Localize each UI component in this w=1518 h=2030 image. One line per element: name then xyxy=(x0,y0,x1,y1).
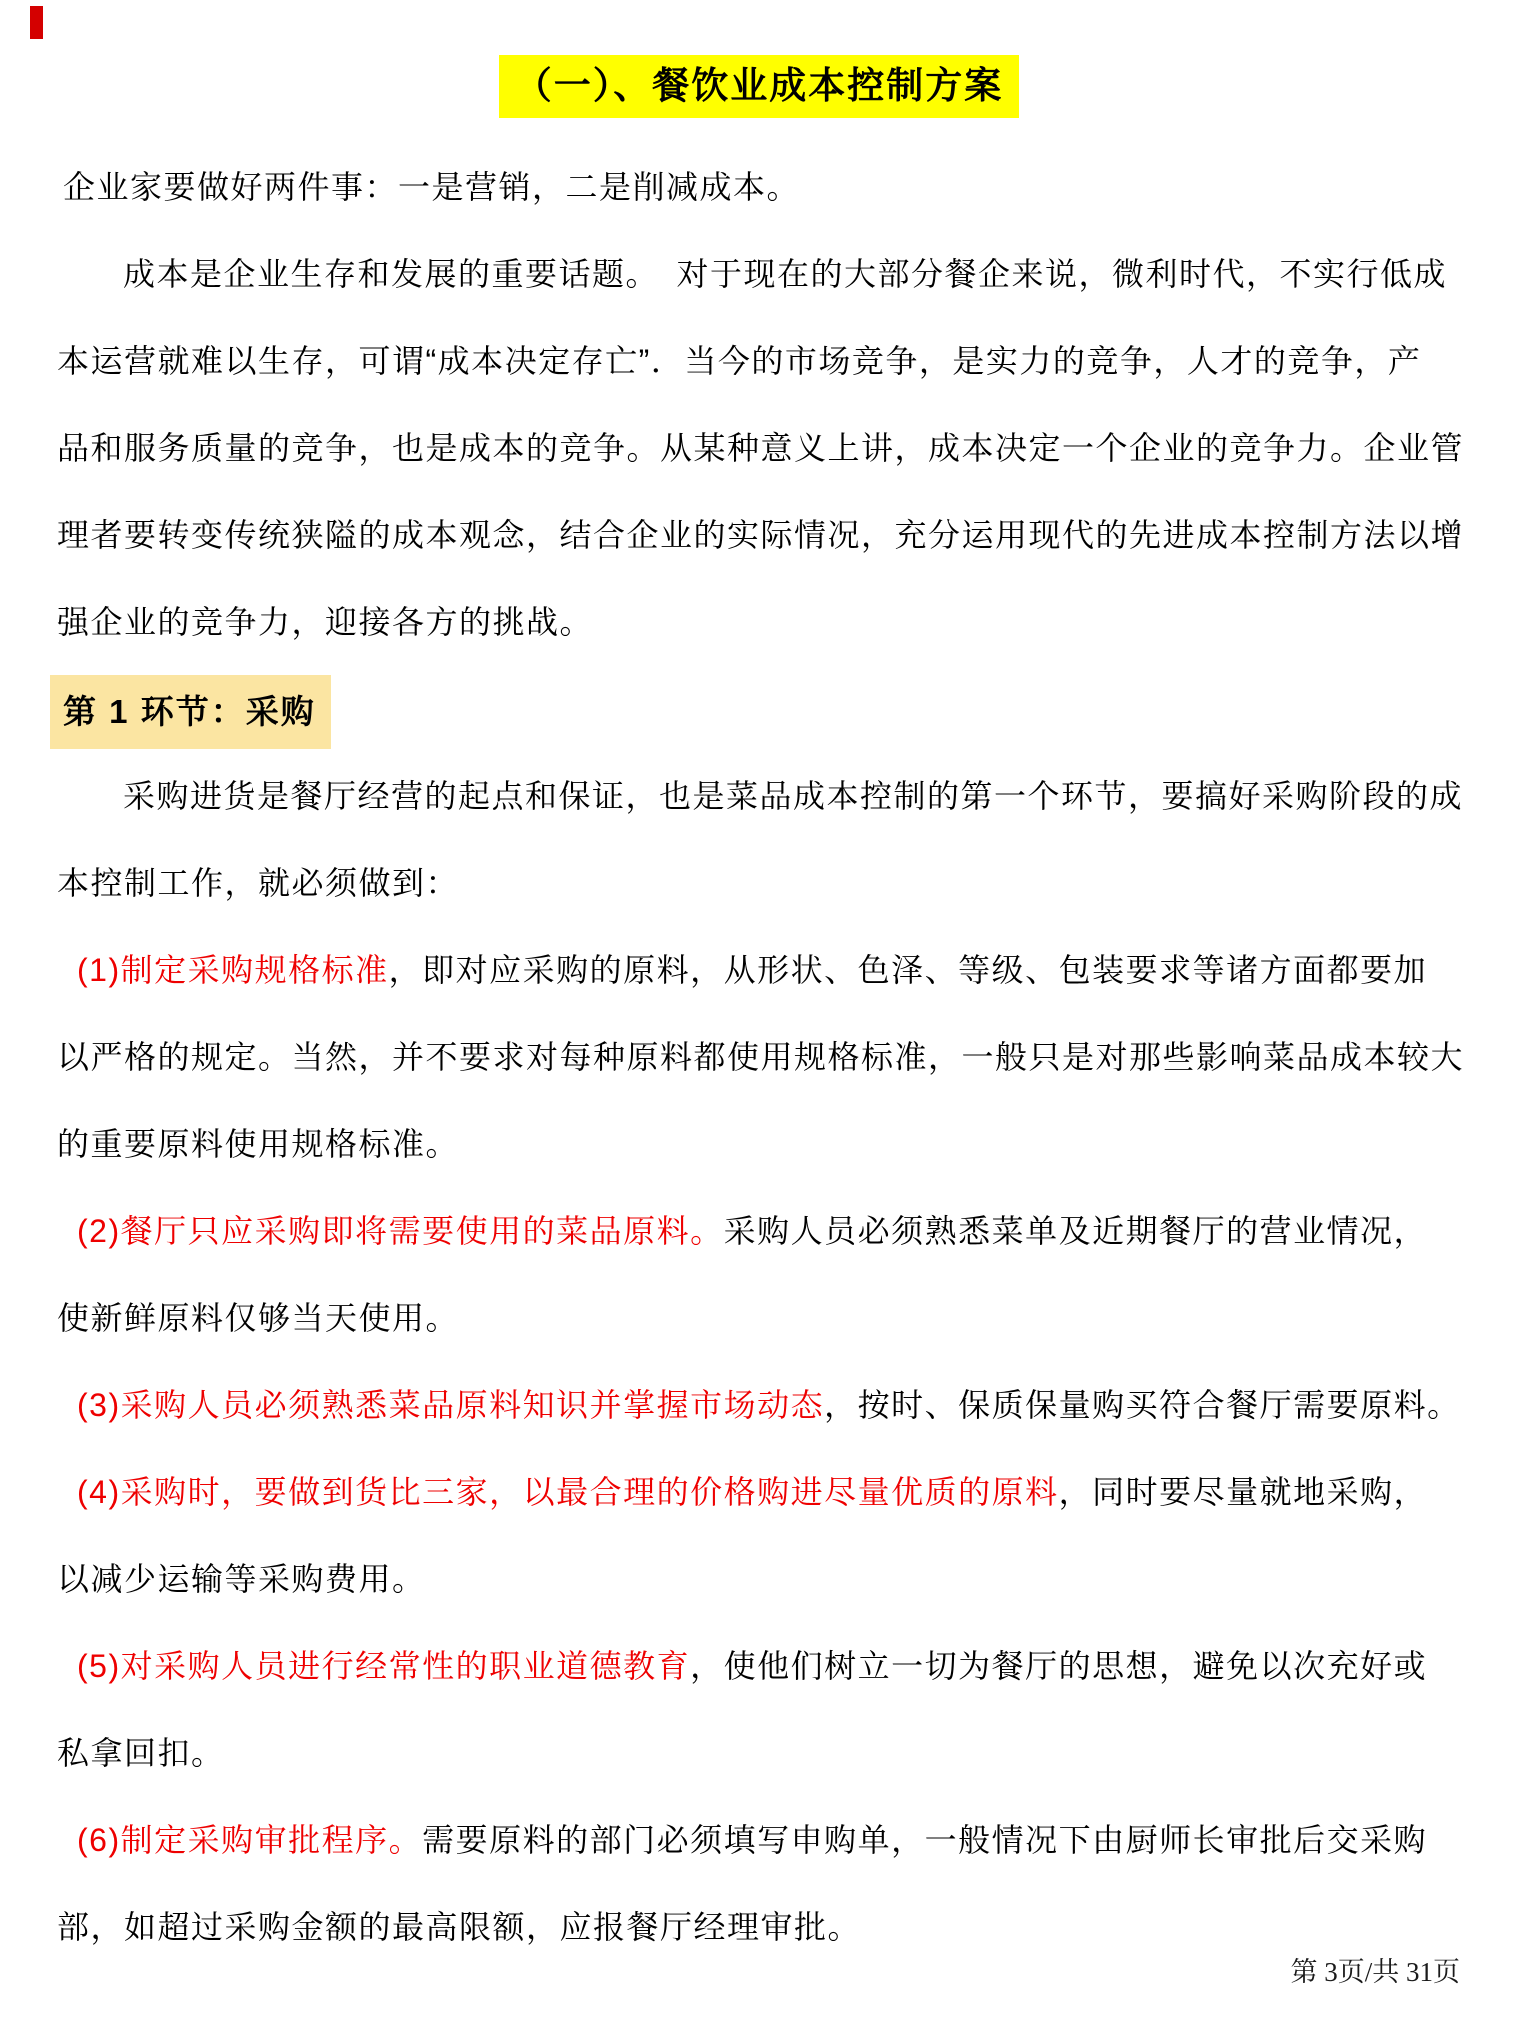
text-line xyxy=(57,1884,1461,1971)
text-segment: 需要原料的部门必须填写申购单，一般情况下由厨师长审批后交采购 xyxy=(422,1822,1428,1858)
text-line xyxy=(57,927,1461,1014)
text-line xyxy=(57,492,1465,579)
text-segment: 理者要转变传统狭隘的成本观念，结合企业的实际情况，充分运用现代的先进成本控制方法以增 xyxy=(57,517,1465,553)
text-line xyxy=(57,1623,1461,1710)
text-line xyxy=(57,753,1464,840)
page-number: 第 3页/共 31页 xyxy=(1290,1957,1460,1987)
text-segment: (6)制定采购审批程序。 xyxy=(77,1822,423,1858)
page-title: （一）、餐饮业成本控制方案 xyxy=(499,55,1020,118)
text-segment: 以严格的规定。当然，并不要求对每种原料都使用规格标准，一般只是对那些影响菜品成本较大 xyxy=(57,1039,1465,1075)
text-segment: 企业家要做好两件事：一是营销，二是削减成本。 xyxy=(63,169,801,205)
text-segment: 本运营就难以生存，可谓“成本决定存亡”．当今的市场竞争，是实力的竞争，人才的竞争，产 xyxy=(57,343,1422,379)
text-segment: 部，如超过采购金额的最高限额，应报餐厅经理审批。 xyxy=(57,1909,862,1945)
text-segment: (2)餐厅只应采购即将需要使用的菜品原料。 xyxy=(77,1213,724,1249)
text-line xyxy=(57,144,1461,231)
text-cursor xyxy=(30,6,43,39)
text-segment: 采购进货是餐厅经营的起点和保证，也是菜品成本控制的第一个环节，要搞好采购阶段的成 xyxy=(123,778,1464,814)
text-segment: 成本是企业生存和发展的重要话题。 对于现在的大部分餐企来说，微利时代，不实行低成 xyxy=(123,256,1448,292)
text-line xyxy=(57,1536,1461,1623)
text-segment: (3)采购人员必须熟悉菜品原料知识并掌握市场动态 xyxy=(77,1387,825,1423)
text-line xyxy=(57,579,1461,666)
text-line xyxy=(57,1710,1461,1797)
text-segment: (5)对采购人员进行经常性的职业道德教育 xyxy=(77,1648,691,1684)
text-segment: 使新鲜原料仅够当天使用。 xyxy=(57,1300,460,1336)
text-segment: 强企业的竞争力，迎接各方的挑战。 xyxy=(57,604,594,640)
text-line xyxy=(57,318,1461,405)
text-line xyxy=(57,840,1461,927)
text-segment: (4)采购时，要做到货比三家，以最合理的价格购进尽量优质的原料 xyxy=(77,1474,1059,1510)
text-segment: 私拿回扣。 xyxy=(57,1735,225,1771)
text-line xyxy=(57,1014,1465,1101)
text-line xyxy=(57,1797,1461,1884)
text-segment: ，即对应采购的原料，从形状、色泽、等级、包装要求等诸方面都要加 xyxy=(388,952,1428,988)
section-heading-row xyxy=(57,666,1461,753)
text-segment: ，使他们树立一切为餐厅的思想，避免以次充好或 xyxy=(690,1648,1428,1684)
text-segment: 的重要原料使用规格标准。 xyxy=(57,1126,460,1162)
text-line xyxy=(57,1362,1461,1449)
text-segment: 本控制工作，就必须做到： xyxy=(57,865,460,901)
text-segment: ，按时、保质保量购买符合餐厅需要原料。 xyxy=(824,1387,1461,1423)
text-segment: 品和服务质量的竞争，也是成本的竞争。从某种意义上讲，成本决定一个企业的竞争力。企业管 xyxy=(57,430,1465,466)
text-segment: 以减少运输等采购费用。 xyxy=(57,1561,426,1597)
text-line xyxy=(57,1101,1461,1188)
section-heading: 第 1 环节：采购 xyxy=(50,675,331,749)
text-line xyxy=(57,1188,1461,1275)
text-line xyxy=(57,231,1461,318)
title-row xyxy=(0,55,1518,118)
text-segment: ，同时要尽量就地采购， xyxy=(1058,1474,1428,1510)
text-line xyxy=(57,405,1465,492)
document-lines xyxy=(57,144,1465,1971)
text-segment: (1)制定采购规格标准 xyxy=(77,952,389,988)
text-line xyxy=(57,1449,1461,1536)
text-line xyxy=(57,1275,1461,1362)
text-segment: 采购人员必须熟悉菜单及近期餐厅的营业情况， xyxy=(723,1213,1428,1249)
